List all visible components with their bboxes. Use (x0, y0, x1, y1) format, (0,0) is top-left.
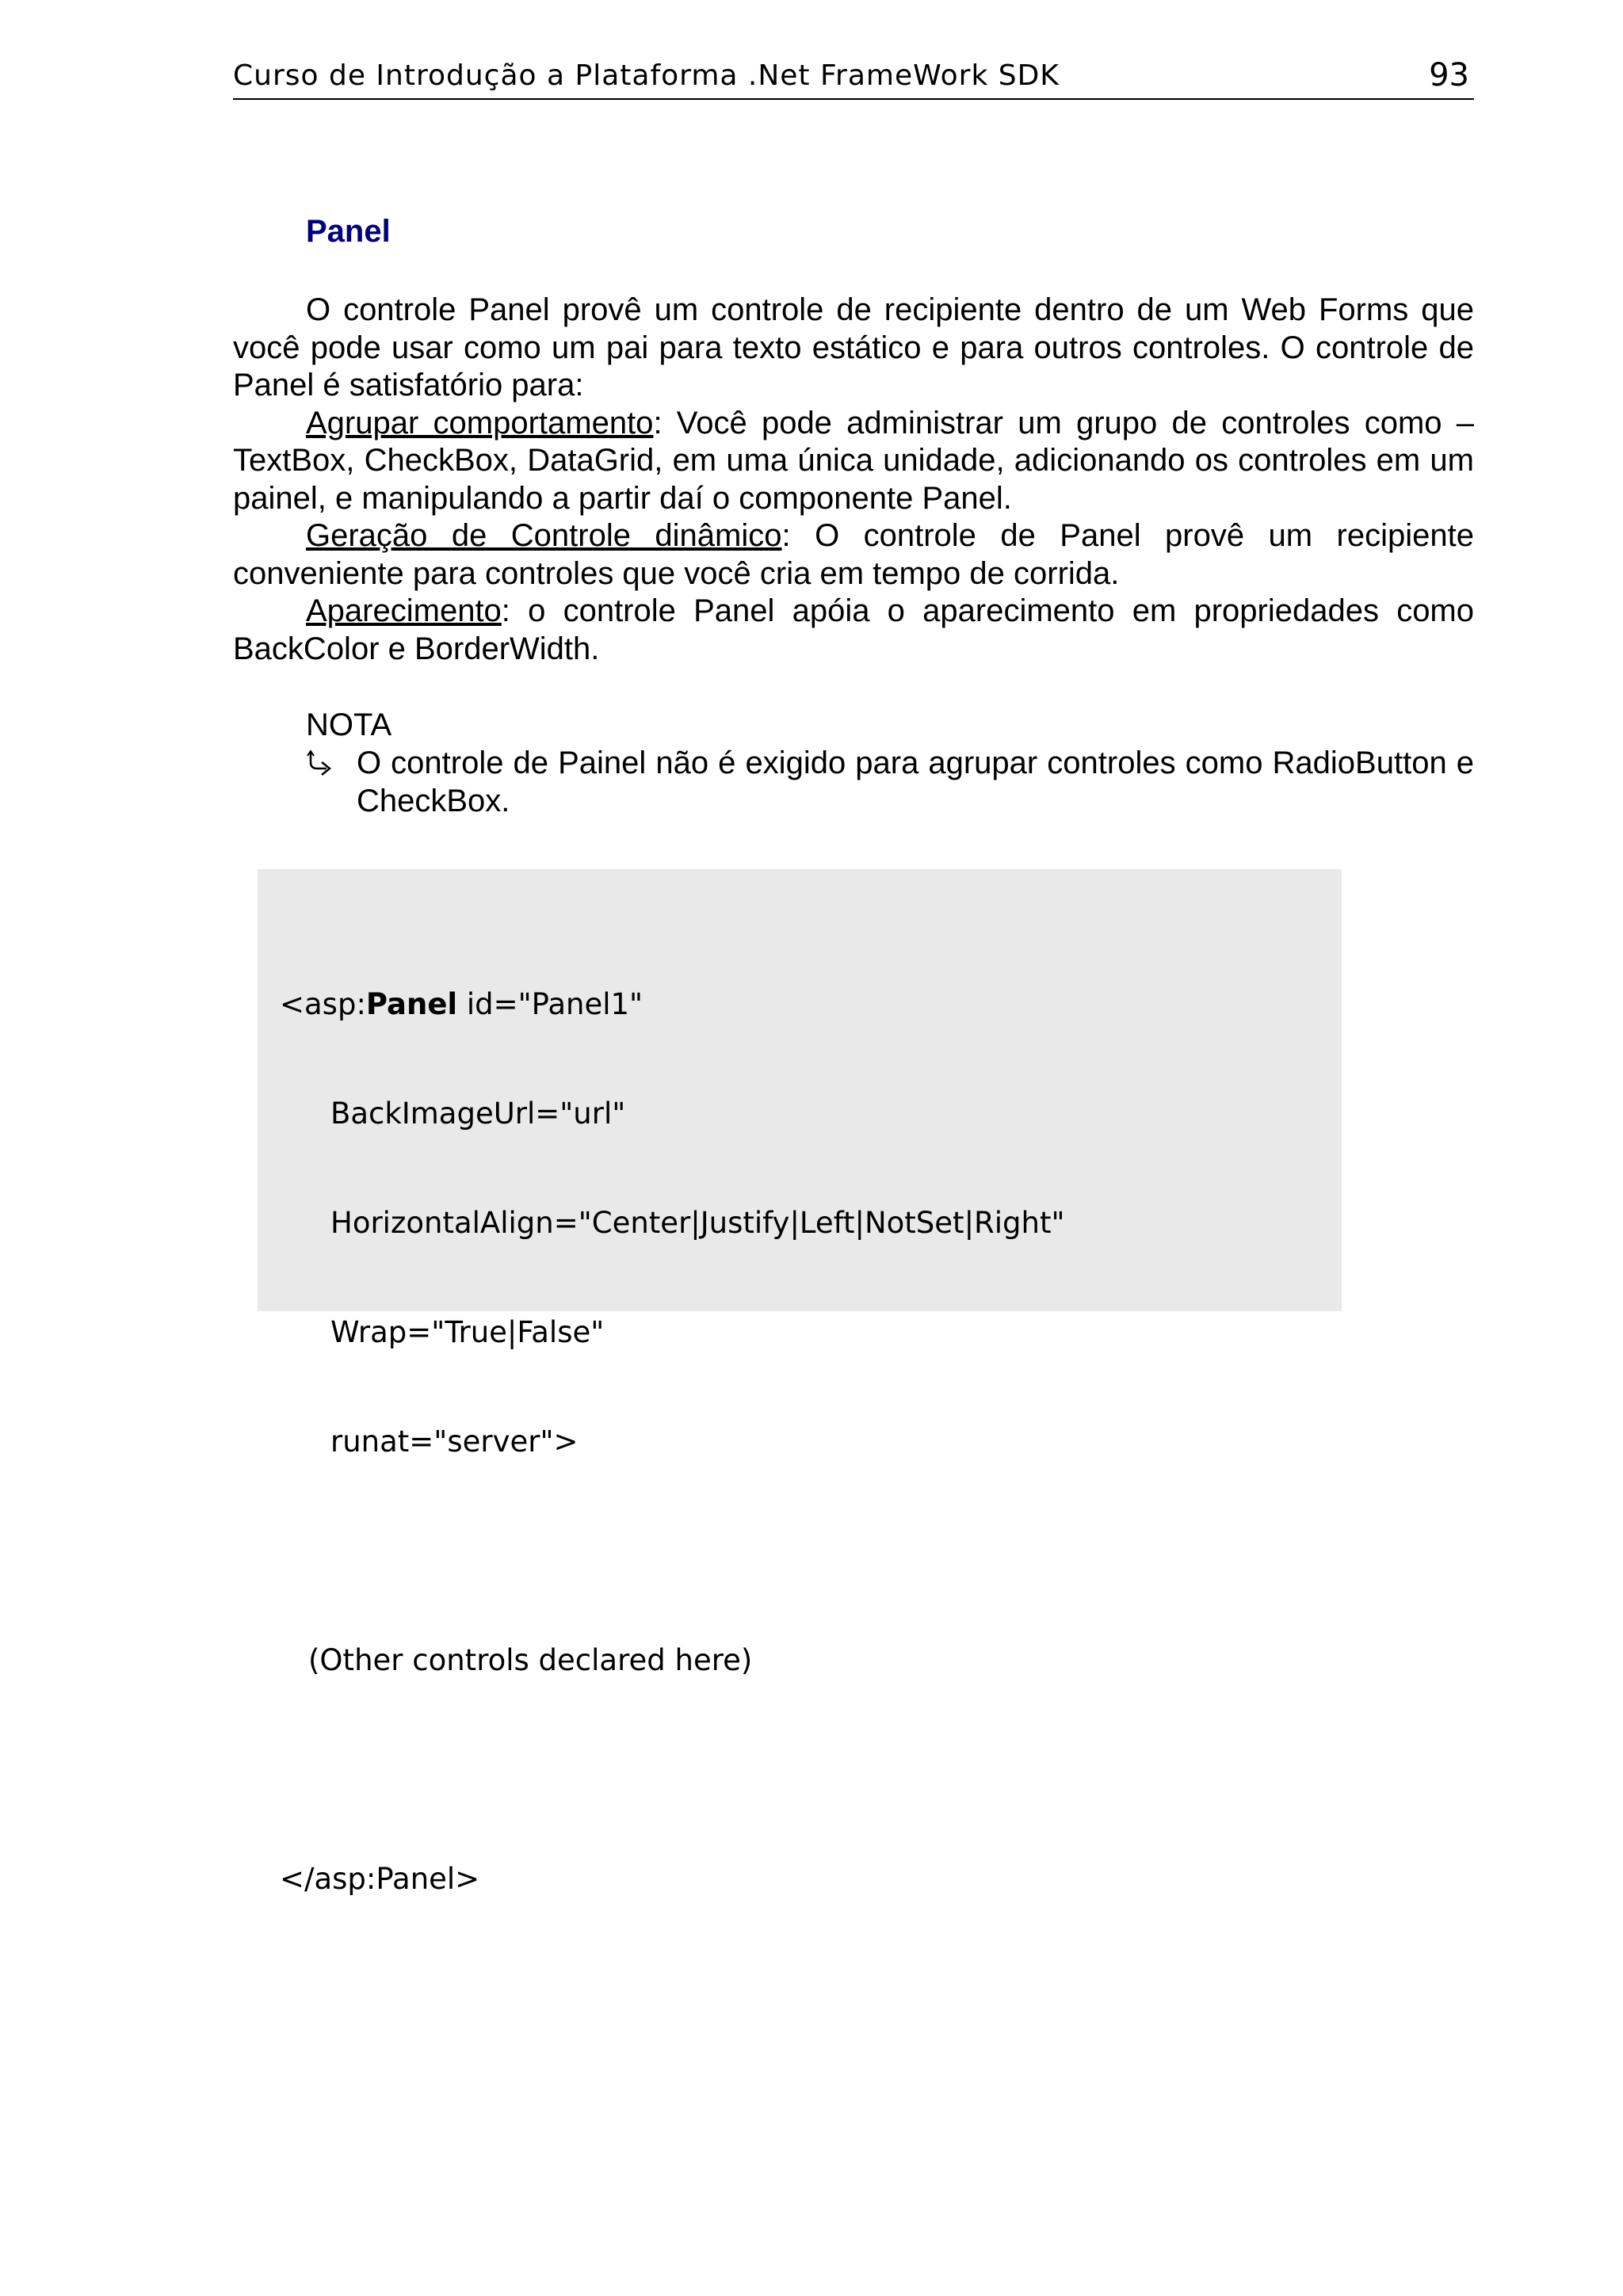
code-blank-line (280, 1752, 1064, 1788)
item-agrupar-text: : Você pode administrar um grupo de controles como – TextBox, CheckBox, DataGrid, em uma única unidade, adicionando os controles em um painel, e manipulando a partir daí o componente Panel. (233, 405, 1475, 516)
code-open-suffix: id="Panel1" (457, 987, 643, 1021)
code-line-close: </asp:Panel> (280, 1862, 480, 1896)
item-geracao-term: Geração de Controle dinâmico (306, 518, 782, 553)
item-agrupar-term: Agrupar comportamento (306, 405, 654, 441)
code-line-attr4: runat="server"> (330, 1425, 579, 1459)
header-title: Curso de Introdução a Plataforma .Net FrameWork SDK (233, 59, 1060, 92)
code-line-attr3: Wrap="True|False" (330, 1315, 605, 1349)
code-open-bold: Panel (365, 987, 458, 1021)
page-number: 93 (1429, 57, 1469, 93)
pointing-arrow-icon (306, 745, 338, 783)
code-blank-line (280, 1533, 1064, 1569)
nota-label: NOTA (306, 707, 392, 742)
item-aparecimento-text: : o controle Panel apóia o aparecimento em propriedades como BackColor e BorderWidth. (233, 593, 1474, 666)
item-aparecimento-term: Aparecimento (306, 593, 502, 628)
code-line-comment: (Other controls declared here) (308, 1643, 753, 1677)
intro-paragraph: O controle Panel provê um controle de recipiente dentro de um Web Forms que você pode usar como um pai para texto estático e para outros controles. O controle de Panel é satisfatório para: (233, 292, 1474, 402)
code-line-open (280, 986, 1064, 1023)
code-line-attr1: BackImageUrl="url" (330, 1097, 626, 1131)
nota-item (306, 745, 1474, 820)
body-text (233, 292, 1474, 668)
code-block (258, 869, 1342, 1896)
code-open-prefix: <asp: (280, 987, 366, 1021)
item-geracao-text: : O controle de Panel provê um recipiente conveniente para controles que você cria em tempo de corrida. (233, 518, 1474, 591)
section-title: Panel (306, 214, 391, 249)
item-geracao (233, 517, 1474, 593)
code-line-attr2: HorizontalAlign="Center|Justify|Left|NotSet|Right" (330, 1206, 1065, 1240)
item-aparecimento (233, 593, 1474, 668)
code-content (280, 913, 1064, 1970)
item-agrupar (233, 405, 1474, 518)
nota-text: O controle de Painel não é exigido para agrupar controles como RadioButton e CheckBox. (357, 746, 1474, 818)
page-header (233, 55, 1474, 100)
